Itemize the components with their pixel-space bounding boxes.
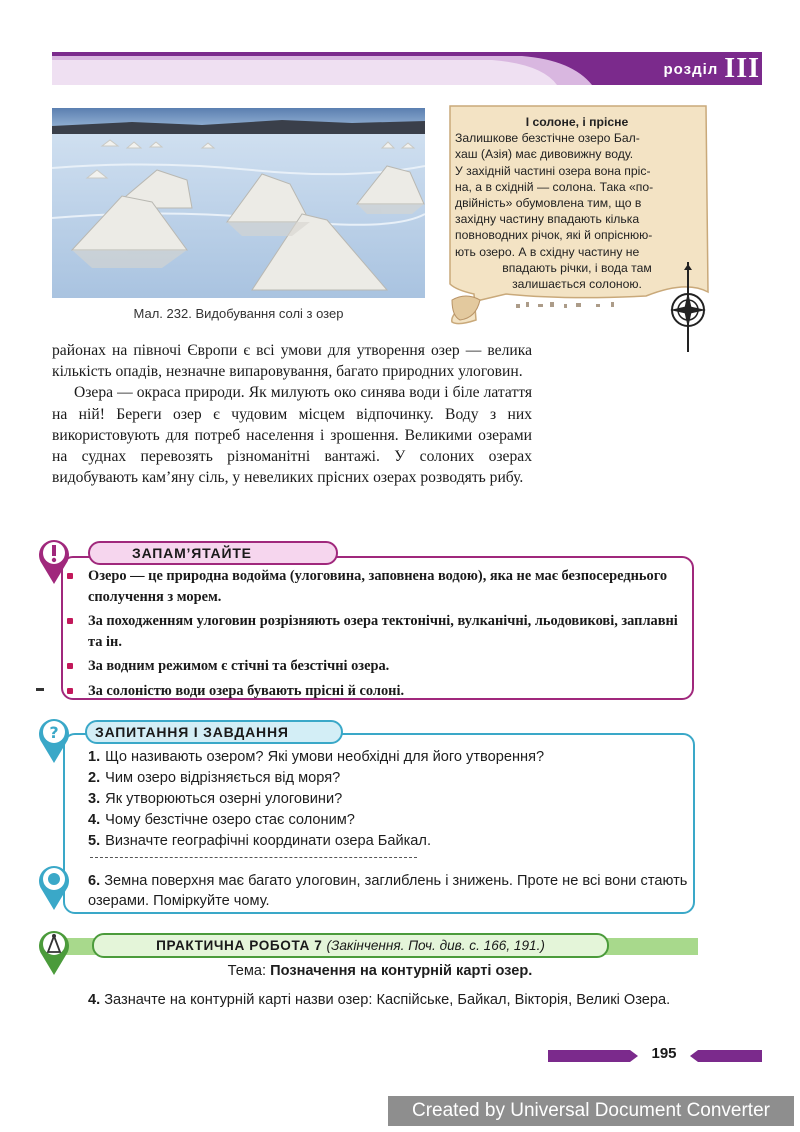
question-text: Визначте географічні координати озера Байкал. [105,833,431,850]
margin-mark [36,688,44,691]
practical-task [88,990,688,1010]
practical-subtitle: (Закінчення. Поч. див. с. 166, 191.) [326,938,545,953]
question-item [88,747,688,768]
section-word: розділ [663,60,719,78]
body-paragraph: районах на півночі Європи є всі умови для утворення озер — велика кількість опадів, незначне випаровування, багато природних улоговин. [52,342,532,381]
body-paragraph: Озера — окраса природи. Як милують око синява води і біле латаття на ній! Береги озер є чудовим місцем відпочинку. Воду з них використовують для потреб населення і зрошення. Великими озерами на суднах перевозять різноманітні вантажі. У солоних озерах видобувають кам’яну сіль, у невеликих прісних озерах розводять рибу. [52,384,532,487]
note-line: на, а в східній — солона. Така «по- [455,179,654,194]
question-text: Чому безстічне озеро стає солоним? [105,812,355,829]
remember-title: ЗАПАМ’ЯТАЙТЕ [88,541,338,565]
remember-item: За водним режимом є стічні та безстічні озера. [64,656,684,677]
note-line: впадають річки, і вода там [502,260,652,275]
section-roman: III [724,53,760,84]
question-number: 5. [88,833,101,850]
section-header-band [52,52,762,85]
question-number: 6. [88,873,101,889]
note-line: західну частину впадають кілька [455,212,640,227]
salt-lake-photo [52,108,425,298]
footer-bar-left [548,1050,638,1062]
note-line: двійність» обумовлена тим, що в [455,196,642,211]
note-line: Залишкове безстічне озеро Бал- [455,131,640,146]
note-line: залишається солоною. [512,277,642,292]
note-line: ють озеро. А в східну частину не [455,244,640,259]
question-number: 3. [88,791,101,808]
question-number: 4. [88,812,101,829]
theme-text: Позначення на контурній карті озер. [270,963,533,979]
note-title: І солоне, і прісне [525,115,629,129]
question-mark-icon [36,713,72,765]
footer-bar-right [690,1050,762,1062]
practical-title-text: ПРАКТИЧНА РОБОТА 7 [156,938,323,953]
remember-item: За походженням улоговин розрізняють озера тектонічні, вулканічні, льодовикові, заплавні та ін. [64,611,684,652]
note-text [455,114,699,292]
questions-title: ЗАПИТАННЯ І ЗАВДАННЯ [85,720,343,744]
question-text: Чим озеро відрізняється від моря? [105,770,341,787]
question-item [88,831,688,852]
watermark: Created by Universal Document Converter [388,1096,794,1126]
question-item-advanced [88,871,688,911]
remember-list [64,566,684,705]
target-dot-icon [36,860,72,912]
section-label [663,54,760,84]
note-line: хаш (Азія) має дивовижну воду. [455,147,634,162]
question-number: 1. [88,749,101,765]
main-text [52,340,532,488]
svg-text:?: ? [49,723,59,742]
note-line: повноводних річок, які й опріснюю- [455,228,653,243]
page-number: 195 [651,1045,677,1062]
question-number: 2. [88,770,101,787]
practical-theme [60,963,700,979]
compass-rose-icon [668,262,708,352]
remember-item: Озеро — це природна водойма (улоговина, заповнена водою), яка не має безпосереднього сполучення з морем. [64,566,684,607]
practical-title [92,933,609,958]
theme-label: Тема: [227,963,267,979]
remember-item: За солоністю води озера бувають прісні й солоні. [64,681,684,702]
question-item [88,768,688,789]
questions-list [88,747,688,852]
photo-caption: Мал. 232. Видобування солі з озер [133,306,344,321]
task-number: 4. [88,992,101,1008]
question-text: Що називають озером? Які умови необхідні для його утворення? [105,749,545,765]
question-text: Як утворюються озерні улоговини? [105,791,343,808]
note-line: У західній частині озера вона пріс- [455,163,651,178]
question-text: Земна поверхня має багато улоговин, заглиблень і знижень. Проте не всі вони стають озерами. Поміркуйте чому. [88,873,688,909]
question-item [88,789,688,810]
dashed-divider [90,857,417,858]
question-item [88,810,688,831]
task-text: Зазначте на контурній карті назви озер: Каспійське, Байкал, Вікторія, Великі Озера. [104,992,671,1008]
